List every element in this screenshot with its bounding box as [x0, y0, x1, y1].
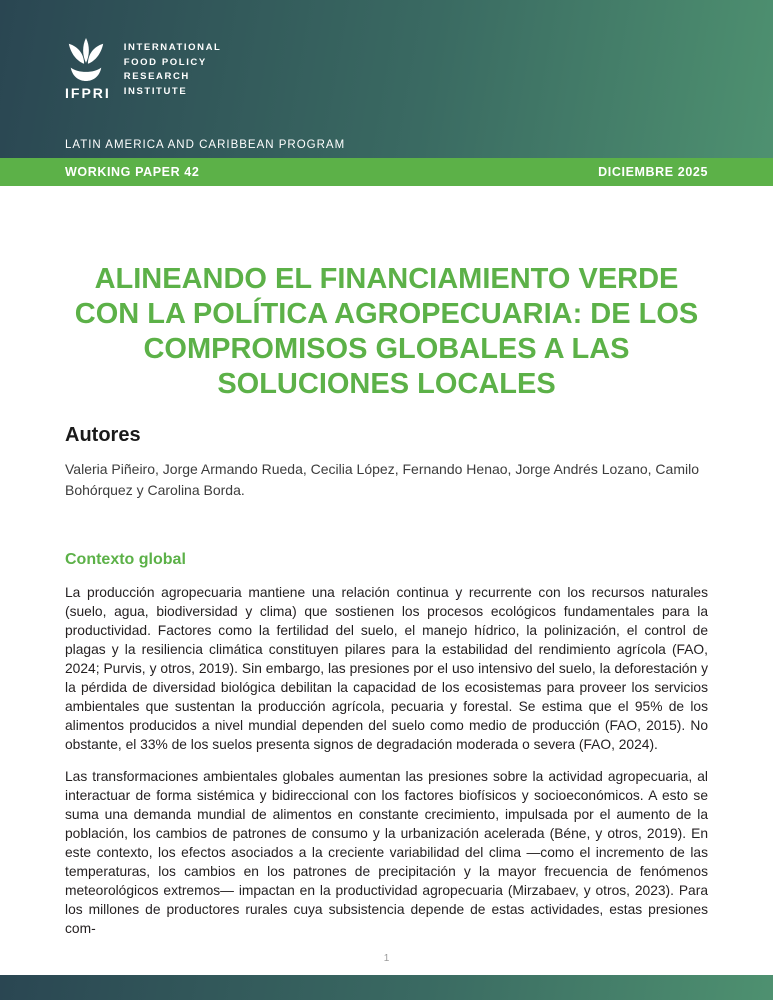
- section-heading-contexto-global: Contexto global: [65, 551, 186, 568]
- ifpri-logo: [65, 36, 708, 101]
- masthead: [0, 0, 773, 158]
- org-name-line: INSTITUTE: [123, 86, 188, 98]
- org-name-line: INTERNATIONAL: [123, 42, 222, 53]
- ifpri-logo-mark: [65, 36, 111, 101]
- paper-body: [0, 186, 773, 938]
- program-title: LATIN AMERICA AND CARIBBEAN PROGRAM: [65, 139, 346, 151]
- ifpri-leaf-icon: [65, 36, 107, 82]
- footer-bar: [0, 975, 773, 1000]
- ifpri-acronym: IFPRI: [65, 85, 111, 101]
- paper-title: ALINEANDO EL FINANCIAMIENTO VERDE CON LA POLÍTICA AGROPECUARIA: DE LOS COMPROMISOS GLOBALES A LAS SOLUCIONES LOCALES: [74, 263, 699, 400]
- org-name-line: FOOD POLICY: [123, 56, 207, 68]
- paragraph-2: Las transformaciones ambientales globales aumentan las presiones sobre la actividad agropecuaria, al interactuar de forma sistémica y bidireccional con los factores biofísicos y socioeconómicos. A esto se suma una demanda mundial de alimentos en constante crecimiento, impulsada por el aumento de la población, los cambios de patrones de consumo y la urbanización acelerada (Béne, y otros, 2019). En este contexto, los efectos asociados a la creciente variabilidad del clima —como el incremento de las temperaturas, los cambios en los patrones de precipitación y la mayor frecuencia de fenómenos meteorológicos extremos— impactan en la productividad agropecuaria (Mirzabaev, y otros, 2023). Para los millones de productores rurales cuya subsistencia depende de estas actividades, estas presiones com-: [65, 769, 708, 936]
- working-paper-label: WORKING PAPER 42: [65, 165, 200, 179]
- date-label: DICIEMBRE 2025: [598, 165, 708, 179]
- authors-list: Valeria Piñeiro, Jorge Armando Rueda, Cecilia López, Fernando Henao, Jorge Andrés Lozano, Camilo Bohórquez y Carolina Borda.: [65, 461, 699, 498]
- working-paper-banner: [0, 158, 773, 186]
- ifpri-org-name: [124, 36, 222, 100]
- paragraph-1: La producción agropecuaria mantiene una relación continua y recurrente con los recursos naturales (suelo, agua, biodiversidad y clima) que sostienen los procesos ecológicos fundamentales para la productividad. Factores como la fertilidad del suelo, el manejo hídrico, la polinización, el control de plagas y la resiliencia climática constituyen pilares para la estabilidad del rendimiento agrícola (FAO, 2024; Purvis, y otros, 2019). Sin embargo, las presiones por el uso intensivo del suelo, la deforestación y la pérdida de diversidad biológica debilitan la capacidad de los ecosistemas para proveer los servicios ambientales que sustentan la producción agrícola, pecuaria y forestal. Se estima que el 95% de los alimentos producidos a nivel mundial dependen del suelo como medio de producción (FAO, 2015). No obstante, el 33% de los suelos presenta signos de degradación moderada o severa (FAO, 2024).: [65, 585, 708, 752]
- org-name-line: RESEARCH: [123, 71, 190, 83]
- page-number: 1: [383, 953, 390, 964]
- authors-heading: Autores: [65, 424, 141, 446]
